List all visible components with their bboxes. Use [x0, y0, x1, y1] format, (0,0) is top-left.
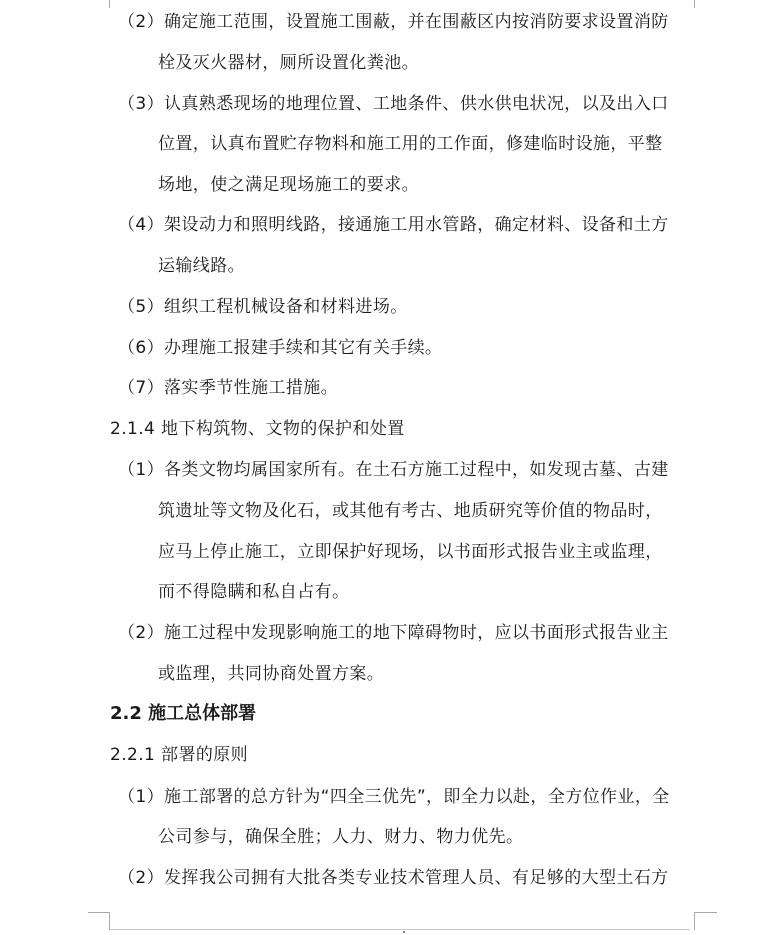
item-3-line-1: （3）认真熟悉现场的地理位置、工地条件、供水供电状况，以及出入口 [118, 94, 669, 114]
relic-item-2-line-1: （2）施工过程中发现影响施工的地下障碍物时，应以书面形式报告业主 [118, 623, 669, 643]
item-4-line-2: 运输线路。 [158, 256, 245, 276]
item-5: （5）组织工程机械设备和材料进场。 [118, 297, 408, 317]
footer-rule [110, 929, 690, 930]
crop-mark-bottom-right-v [694, 912, 695, 930]
crop-mark-bottom-right-h [695, 912, 717, 913]
section-2-2-title: 2.2 施工总体部署 [110, 703, 257, 724]
relic-item-1-line-2: 筑遗址等文物及化石，或其他有考古、地质研究等价值的物品时， [158, 501, 663, 521]
relic-item-2-line-2: 或监理，共同协商处置方案。 [158, 664, 385, 684]
principle-item-1-line-1: （1）施工部署的总方针为“四全三优先”，即全力以赴，全方位作业，全 [118, 787, 670, 807]
item-4-line-1: （4）架设动力和照明线路，接通施工用水管路，确定材料、设备和土方 [118, 215, 669, 235]
crop-mark-top-left-v [109, 0, 110, 8]
principle-item-2-line-1: （2）发挥我公司拥有大批各类专业技术管理人员、有足够的大型土石方 [118, 868, 669, 888]
relic-item-1-line-1: （1）各类文物均属国家所有。在土石方施工过程中，如发现古墓、古建 [118, 460, 669, 480]
item-2-line-1: （2）确定施工范围，设置施工围蔽，并在围蔽区内按消防要求设置消防 [118, 12, 669, 32]
subsection-2-2-1-title: 2.2.1 部署的原则 [110, 745, 249, 765]
item-3-line-3: 场地，使之满足现场施工的要求。 [158, 175, 419, 195]
crop-mark-bottom-left-h [88, 912, 109, 913]
relic-item-1-line-3: 应马上停止施工，立即保护好现场，以书面形式报告业主或监理， [158, 542, 663, 562]
crop-mark-top-right-v [694, 0, 695, 8]
footer-marker [403, 931, 405, 933]
item-3-line-2: 位置，认真布置贮存物料和施工用的工作面，修建临时设施，平整 [158, 134, 663, 154]
item-6: （6）办理施工报建手续和其它有关手续。 [118, 338, 443, 358]
item-7: （7）落实季节性施工措施。 [118, 378, 339, 398]
crop-mark-bottom-left-v [109, 912, 110, 930]
principle-item-1-line-2: 公司参与，确保全胜；人力、财力、物力优先。 [158, 827, 524, 847]
subsection-2-1-4-title: 2.1.4 地下构筑物、文物的保护和处置 [110, 419, 405, 439]
item-2-line-2: 栓及灭火器材，厕所设置化粪池。 [158, 53, 419, 73]
relic-item-1-line-4: 而不得隐瞒和私自占有。 [158, 582, 350, 602]
